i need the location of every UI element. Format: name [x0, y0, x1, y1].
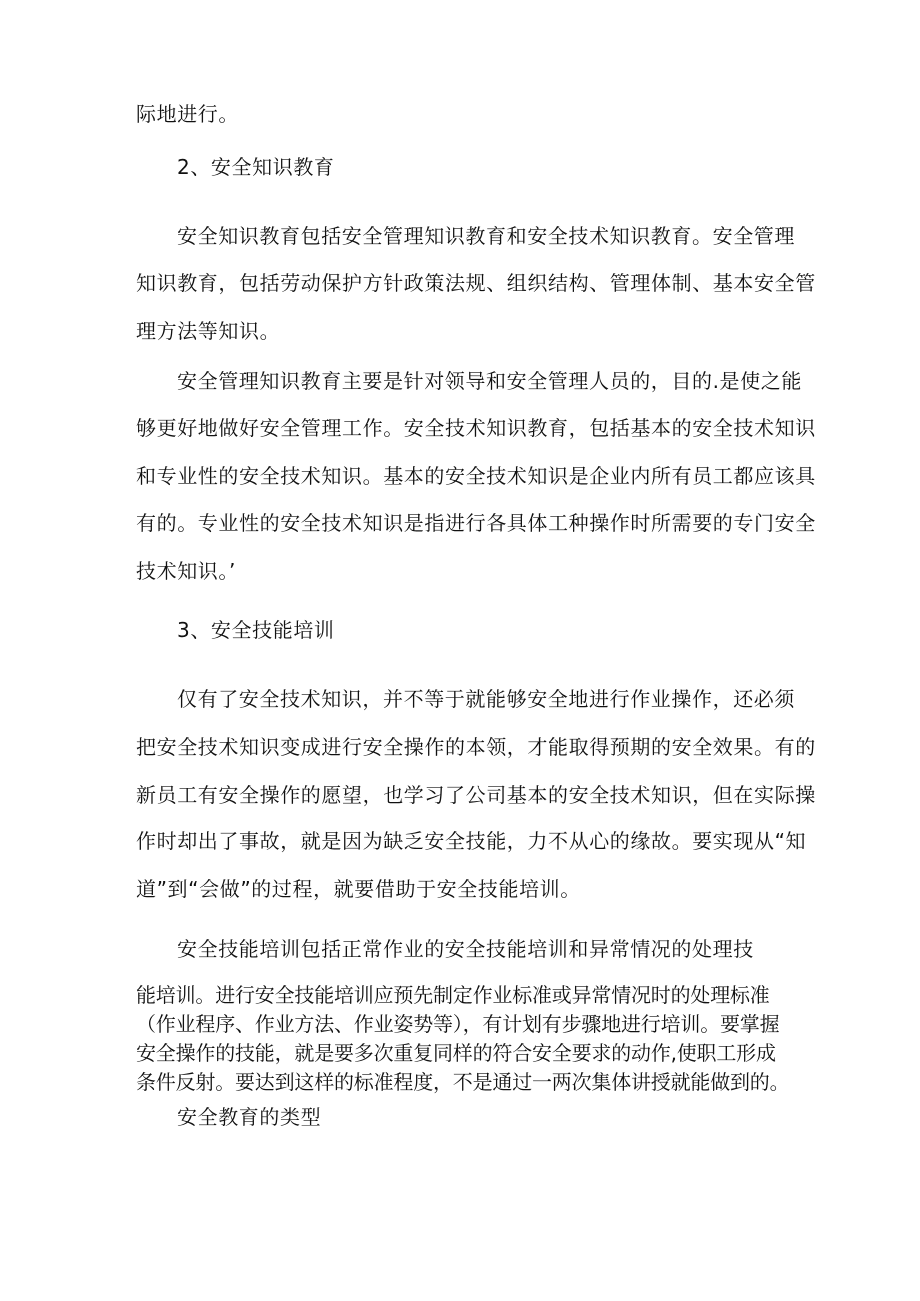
section-heading: 安全教育的类型 [177, 1105, 322, 1129]
text-line: 新员工有安全操作的愿望，也学习了公司基本的安全技术知识，但在实际操 [136, 783, 816, 807]
text-line: 安全管理知识教育主要是针对领导和安全管理人员的，目的.是使之能 [177, 369, 802, 393]
text-line: 安全知识教育包括安全管理知识教育和安全技术知识教育。安全管理 [177, 224, 795, 248]
text-line: 仅有了安全技术知识，并不等于就能够安全地进行作业操作，还必须 [177, 687, 795, 711]
text-line: 知识教育，包括劳动保护方针政策法规、组织结构、管理体制、基本安全管 [136, 271, 816, 295]
text-line: 能培训。进行安全技能培训应预先制定作业标准或异常情况时的处理标准 [136, 983, 770, 1007]
text-line: 有的。专业性的安全技术知识是指进行各具体工种操作时所需要的专门安全 [136, 511, 816, 535]
text-line: 作时却出了事故，就是因为缺乏安全技能，力不从心的缘故。要实现从“知 [136, 829, 807, 853]
text-line: 和专业性的安全技术知识。基本的安全技术知识是企业内所有员工都应该具 [136, 464, 816, 488]
text-line: 理方法等知识。 [136, 319, 281, 343]
section-heading: 2、安全知识教育 [177, 155, 335, 179]
section-heading: 3、安全技能培训 [177, 618, 335, 642]
text-line: 条件反射。要达到这样的标准程度，不是通过一两次集体讲授就能做到的。 [136, 1070, 790, 1094]
text-line: 安全操作的技能，就是要多次重复同样的符合安全要求的动作,使职工形成 [136, 1041, 776, 1065]
text-line: （作业程序、作业方法、作业姿势等），有计划有步骤地进行培训。要掌握 [136, 1012, 780, 1036]
text-line: 把安全技术知识变成进行安全操作的本领，才能取得预期的安全效果。有的 [136, 735, 816, 759]
text-line: 够更好地做好安全管理工作。安全技术知识教育，包括基本的安全技术知识 [136, 416, 816, 440]
text-line: 技术知识。’ [136, 559, 236, 583]
text-line: 际地进行。 [136, 102, 239, 126]
text-line: 安全技能培训包括正常作业的安全技能培训和异常情况的处理技 [177, 937, 754, 961]
text-line: 道”到“会做”的过程，就要借助于安全技能培训。 [136, 877, 581, 901]
